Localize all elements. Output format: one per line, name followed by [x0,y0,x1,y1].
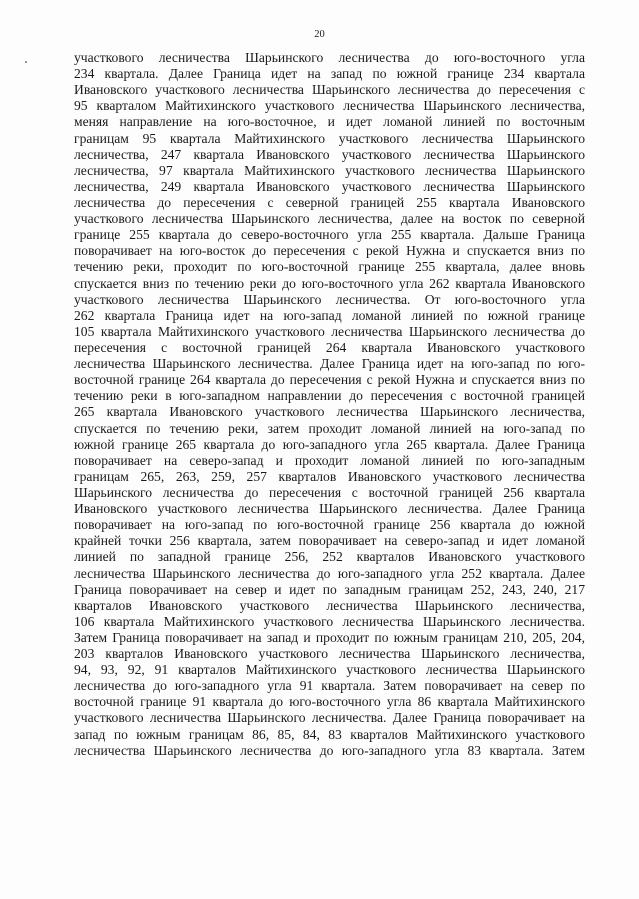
text-line: южной границе 265 квартала до юго-западного угла 265 квартала. Далее Граница [74,436,585,452]
text-line: лесничества, 97 квартала Майтихинского участкового лесничества Шарьинского [74,162,585,178]
text-line: лесничества до юго-западного угла 91 квартала. Затем поворачивает на север по [74,678,585,694]
text-line: течению реки в юго-западном направлении до пересечения с восточной границей [74,388,585,404]
text-line: кварталов Ивановского участкового лесничества Шарьинского лесничества, [74,597,585,613]
text-line: меняя направление на юго-восточное, и идет ломаной линией по восточным [74,114,585,130]
text-line: восточной границе 91 квартала до юго-восточного угла 86 квартала Майтихинского [74,694,585,710]
text-line: спускается по течению реки, затем проходит ломаной линией на юго-запад по [74,420,585,436]
text-line: лесничества, 249 квартала Ивановского участкового лесничества Шарьинского [74,178,585,194]
text-line: 106 квартала Майтихинского участкового лесничества Шарьинского лесничества. [74,613,585,629]
text-line: запад по южным границам 86, 85, 84, 83 кварталов Майтихинского участкового [74,726,585,742]
body-text [74,50,585,759]
text-line: лесничества Шарьинского лесничества. Далее Граница идет на юго-запад по юго- [74,356,585,372]
text-line: Затем Граница поворачивает на запад и проходит по южным границам 210, 205, 204, [74,629,585,645]
text-line: линией по западной границе 256, 252 кварталов Ивановского участкового [74,549,585,565]
text-line: поворачивает на юго-восток до пересечения с рекой Нужна и спускается вниз по [74,243,585,259]
text-line: границе 255 квартала до северо-восточного угла 255 квартала. Дальше Граница [74,227,585,243]
text-line: 95 кварталом Майтихинского участкового лесничества Шарьинского лесничества, [74,98,585,114]
text-line: Ивановского участкового лесничества Шарьинского лесничества. Далее Граница [74,501,585,517]
text-line: границам 95 квартала Майтихинского участкового лесничества Шарьинского [74,130,585,146]
text-line: крайней точки 256 квартала, затем поворачивает на северо-запад и идет ломаной [74,533,585,549]
text-line: поворачивает на юго-запад по юго-восточной границе 256 квартала до южной [74,517,585,533]
text-line: участкового лесничества Шарьинского лесничества до юго-восточного угла [74,50,585,65]
text-line: поворачивает на северо-запад и проходит ломаной линией по юго-западным [74,452,585,468]
text-line: участкового лесничества Шарьинского лесничества. От юго-восточного угла [74,291,585,307]
text-line: Граница поворачивает на север и идет по западным границам 252, 243, 240, 217 [74,581,585,597]
text-line: участкового лесничества Шарьинского лесничества. Далее Граница поворачивает на [74,710,585,726]
text-line: 94, 93, 92, 91 кварталов Майтихинского участкового лесничества Шарьинского [74,662,585,678]
text-line: лесничества Шарьинского лесничества до юго-западного угла 83 квартала. Затем [74,742,585,758]
text-line: лесничества, 247 квартала Ивановского участкового лесничества Шарьинского [74,146,585,162]
text-line: 262 квартала Граница идет на юго-запад ломаной линией по южной границе [74,307,585,323]
text-line: 265 квартала Ивановского участкового лесничества Шарьинского лесничества, [74,404,585,420]
text-line: Шарьинского лесничества до пересечения с восточной границей 256 квартала [74,484,585,500]
text-line: участкового лесничества Шарьинского лесничества, далее на восток по северной [74,211,585,227]
text-line: пересечения с восточной границей 264 квартала Ивановского участкового [74,339,585,355]
text-line: границам 265, 263, 259, 257 кварталов Ивановского участкового лесничества [74,468,585,484]
text-line: лесничества Шарьинского лесничества до юго-западного угла 252 квартала. Далее [74,565,585,581]
text-line: 203 кварталов Ивановского участкового лесничества Шарьинского лесничества, [74,646,585,662]
page-number: 20 [314,29,325,40]
text-line: спускается вниз по течению реки до юго-восточного угла 262 квартала Ивановского [74,275,585,291]
text-line: Ивановского участкового лесничества Шарьинского лесничества до пересечения с [74,82,585,98]
text-line: 234 квартала. Далее Граница идет на запад по южной границе 234 квартала [74,66,585,82]
text-line: течению реки, проходит по юго-восточной границе 255 квартала, далее вновь [74,259,585,275]
text-line: восточной границе 264 квартала до пересечения с рекой Нужна и спускается вниз по [74,372,585,388]
text-line: лесничества до пересечения с северной границей 255 квартала Ивановского [74,194,585,210]
text-line: 105 квартала Майтихинского участкового лесничества Шарьинского лесничества до [74,323,585,339]
scan-speck [25,61,27,63]
